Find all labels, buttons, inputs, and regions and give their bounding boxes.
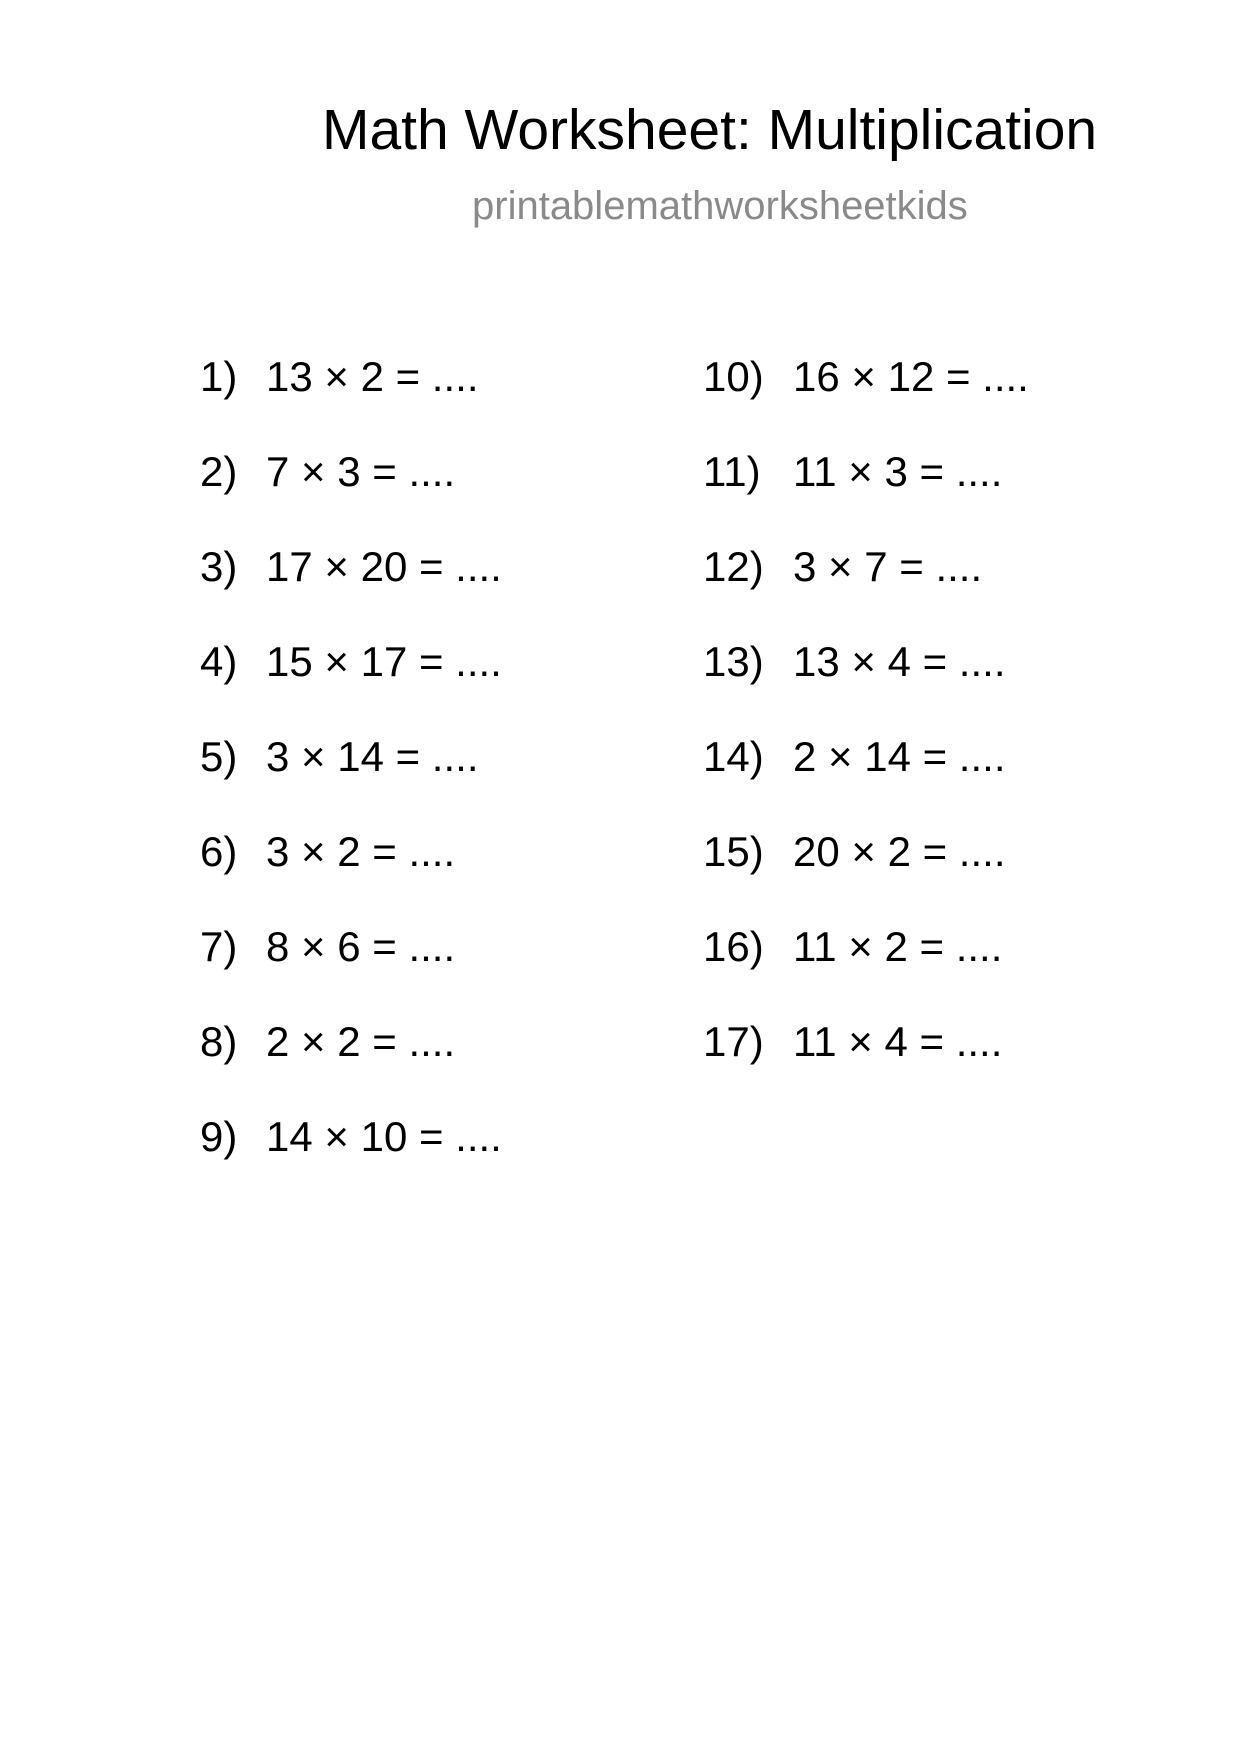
problem-expression: 15 × 17 = ....	[266, 638, 502, 685]
problem-item	[200, 1018, 502, 1113]
problem-number: 3)	[200, 543, 238, 590]
problem-item	[200, 733, 502, 828]
problem-item	[200, 543, 502, 638]
problem-item	[703, 923, 1029, 1018]
problem-number: 6)	[200, 828, 238, 875]
problem-item	[200, 1113, 502, 1208]
worksheet-title: Math Worksheet: Multiplication	[322, 98, 1098, 162]
problem-item	[200, 353, 502, 448]
problem-expression: 8 × 6 = ....	[266, 923, 456, 970]
problem-number: 8)	[200, 1018, 238, 1065]
problem-item	[200, 828, 502, 923]
worksheet-subtitle: printablemathworksheetkids	[472, 184, 968, 228]
problem-number: 7)	[200, 923, 238, 970]
problem-column-right	[703, 353, 1029, 1113]
problem-item	[200, 638, 502, 733]
problem-number: 9)	[200, 1113, 238, 1160]
problem-expression: 16 × 12 = ....	[793, 353, 1029, 400]
problem-number: 10)	[703, 353, 764, 400]
problem-number: 14)	[703, 733, 764, 780]
problem-number: 12)	[703, 543, 764, 590]
problem-item	[703, 638, 1029, 733]
problem-item	[703, 1018, 1029, 1113]
problem-number: 13)	[703, 638, 764, 685]
problem-number: 4)	[200, 638, 238, 685]
problem-expression: 3 × 7 = ....	[793, 543, 983, 590]
problem-expression: 14 × 10 = ....	[266, 1113, 502, 1160]
problem-number: 16)	[703, 923, 764, 970]
problem-item	[703, 733, 1029, 828]
problem-number: 2)	[200, 448, 238, 495]
problem-expression: 2 × 14 = ....	[793, 733, 1006, 780]
problem-column-left	[200, 353, 502, 1208]
problem-expression: 13 × 2 = ....	[266, 353, 479, 400]
problem-expression: 17 × 20 = ....	[266, 543, 502, 590]
problem-expression: 11 × 2 = ....	[793, 923, 1003, 970]
problem-item	[200, 448, 502, 543]
problem-number: 1)	[200, 353, 238, 400]
problem-item	[703, 828, 1029, 923]
problem-number: 17)	[703, 1018, 764, 1065]
problem-item	[703, 353, 1029, 448]
problem-expression: 11 × 4 = ....	[793, 1018, 1003, 1065]
problem-item	[703, 448, 1029, 543]
problem-number: 15)	[703, 828, 764, 875]
problem-expression: 3 × 14 = ....	[266, 733, 479, 780]
problem-expression: 2 × 2 = ....	[266, 1018, 456, 1065]
problem-number: 5)	[200, 733, 238, 780]
problem-item	[703, 543, 1029, 638]
problem-expression: 7 × 3 = ....	[266, 448, 456, 495]
problem-expression: 13 × 4 = ....	[793, 638, 1006, 685]
problem-item	[200, 923, 502, 1018]
problem-number: 11)	[703, 448, 761, 495]
problem-expression: 3 × 2 = ....	[266, 828, 456, 875]
problem-expression: 20 × 2 = ....	[793, 828, 1006, 875]
problem-expression: 11 × 3 = ....	[793, 448, 1003, 495]
